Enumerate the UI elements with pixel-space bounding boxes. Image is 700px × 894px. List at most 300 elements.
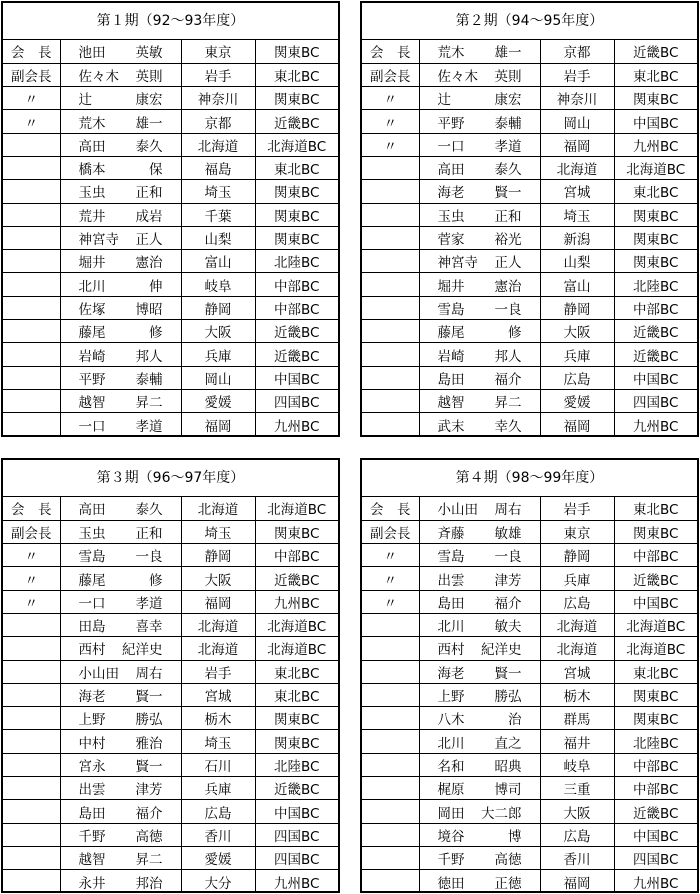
bc-cell: 中部BC [255,273,338,296]
prefecture-cell: 広島 [540,590,614,613]
last-name: 荒井 [78,208,106,225]
name-cell [419,730,540,753]
first-name: 高徳 [494,852,522,869]
role-cell: 〃 [3,87,60,110]
last-name: 雪島 [78,549,106,566]
name-cell [60,413,181,436]
table-row [3,753,338,776]
table-row [362,777,697,800]
role-cell: 副会長 [3,520,60,543]
prefecture-cell: 北海道 [181,613,255,636]
last-name: 小山田 [437,502,478,519]
first-name: 昇二 [135,852,163,869]
role-cell [362,823,419,846]
table-row [3,343,338,366]
prefecture-cell: 岐阜 [181,273,255,296]
last-name: 佐々木 [437,68,478,85]
name-cell [60,250,181,273]
role-cell [3,180,60,203]
last-name: 高田 [437,162,465,179]
table-row [3,520,338,543]
bc-cell: 中部BC [614,777,697,800]
table-row [362,730,697,753]
name-cell [60,226,181,249]
bc-cell: 九州BC [274,875,320,892]
table-row [3,613,338,636]
first-name: 邦人 [135,348,163,365]
name-cell [60,846,181,869]
last-name: 名和 [437,758,465,775]
name-cell [60,800,181,823]
table-row [362,707,697,730]
prefecture-cell: 千葉 [181,203,255,226]
bc-cell: 近畿BC [255,110,338,133]
name-cell [60,389,181,412]
name-cell [419,366,540,389]
name-cell [60,320,181,343]
prefecture-cell: 北海道 [181,133,255,156]
first-name: 一良 [494,301,522,318]
name-cell [419,63,540,86]
prefecture-cell: 埼玉 [181,520,255,543]
prefecture-cell: 北海道 [181,637,255,660]
role-cell [3,203,60,226]
bc-cell: 九州BC [255,590,338,613]
name-cell [60,567,181,590]
prefecture-cell: 宮城 [540,660,614,683]
prefecture-cell: 岩手 [181,660,255,683]
role-cell [3,753,60,776]
last-name: 一口 [437,138,465,155]
bc-cell: 北海道BC [255,637,338,660]
prefecture-cell: 石川 [181,753,255,776]
role-cell [3,273,60,296]
prefecture-cell: 兵庫 [181,343,255,366]
first-name: 福介 [135,805,163,822]
last-name: 高田 [78,502,106,519]
bc-cell: 関東BC [614,87,697,110]
first-name: 博司 [494,782,522,799]
role-cell [362,660,419,683]
bc-cell: 関東BC [255,226,338,249]
role-cell: 〃 [362,87,419,110]
last-name: 北川 [78,278,106,295]
prefecture-cell: 静岡 [181,296,255,319]
prefecture-cell: 富山 [540,273,614,296]
first-name: 正人 [135,232,163,249]
table-row [362,660,697,683]
first-name: 正和 [494,208,522,225]
table-row [362,226,697,249]
table-row [3,87,338,110]
first-name: 賢一 [135,689,163,706]
name-cell [419,846,540,869]
first-name: 勝弘 [494,689,522,706]
name-cell [60,730,181,753]
role-cell [362,730,419,753]
name-cell [419,823,540,846]
last-name: 梶原 [437,782,465,799]
prefecture-cell: 香川 [181,823,255,846]
first-name: 喜幸 [135,619,163,636]
prefecture-cell: 大阪 [540,320,614,343]
table-row [362,683,697,706]
role-cell [3,296,60,319]
first-name: 昇二 [494,395,522,412]
name-cell [419,87,540,110]
first-name: 修 [149,325,163,342]
first-name: 泰久 [135,138,163,155]
first-name: 賢一 [494,185,522,202]
name-cell [60,40,181,63]
role-cell [3,800,60,823]
name-cell [419,110,540,133]
table-row [3,273,338,296]
role-cell [362,226,419,249]
last-name: 出雲 [437,572,465,589]
name-cell [60,870,181,893]
bc-cell: 東北BC [614,660,697,683]
name-cell [419,753,540,776]
role-cell [362,389,419,412]
first-name: 昇二 [135,395,163,412]
table-row [3,823,338,846]
prefecture-cell: 埼玉 [181,180,255,203]
prefecture-cell: 香川 [540,846,614,869]
last-name: 中村 [78,735,106,752]
table-row [362,497,697,520]
role-cell: 〃 [362,590,419,613]
bc-cell: 中国BC [614,366,697,389]
name-cell [419,180,540,203]
prefecture-cell: 福岡 [540,870,614,893]
prefecture-cell: 静岡 [540,296,614,319]
name-cell [60,497,181,520]
first-name: 敏夫 [494,619,522,636]
bc-cell: 関東BC [614,203,697,226]
first-name: 直之 [494,735,522,752]
first-name: 福介 [494,595,522,612]
role-cell [3,133,60,156]
role-cell [3,637,60,660]
first-name: 一良 [494,549,522,566]
last-name: 藤尾 [78,325,106,342]
table-row [3,320,338,343]
table-row [362,413,697,436]
table-row [3,389,338,412]
last-name: 島田 [437,371,465,388]
first-name: 雄一 [135,115,163,132]
last-name: 佐塚 [78,301,106,318]
prefecture-cell: 岩手 [540,497,614,520]
first-name: 周右 [494,502,522,519]
bc-cell: 北陸BC [614,273,697,296]
first-name: 高徳 [135,828,163,845]
name-cell [60,590,181,613]
prefecture-cell: 北海道 [540,156,614,179]
last-name: 斉藤 [437,525,465,542]
role-cell [3,320,60,343]
prefecture-cell: 栃木 [540,683,614,706]
role-cell [3,846,60,869]
prefecture-cell: 愛媛 [181,389,255,412]
role-cell [3,613,60,636]
table-row [3,567,338,590]
last-name: 辻 [437,92,451,109]
name-cell [419,613,540,636]
bc-cell: 四国BC [255,846,338,869]
role-cell [362,273,419,296]
first-name: 一良 [135,549,163,566]
first-name: 孝道 [135,595,163,612]
first-name: 康宏 [494,92,522,109]
name-cell [419,389,540,412]
last-name: 岩崎 [78,348,106,365]
name-cell [60,660,181,683]
bc-cell: 関東BC [255,730,338,753]
role-cell [362,413,419,436]
bc-cell: 中部BC [255,544,338,567]
bc-cell: 東北BC [255,683,338,706]
last-name: 越智 [437,395,465,412]
officer-table [362,497,697,893]
prefecture-cell: 埼玉 [540,203,614,226]
bc-cell: 近畿BC [614,343,697,366]
first-name: 伸 [149,278,163,295]
first-name: 雄一 [494,45,522,62]
first-name: 裕光 [494,232,522,249]
prefecture-cell: 北海道 [181,497,255,520]
last-name: 上野 [437,689,465,706]
bc-cell: 北陸BC [255,250,338,273]
first-name: 周右 [135,665,163,682]
prefecture-cell: 岐阜 [540,753,614,776]
prefecture-cell: 富山 [181,250,255,273]
prefecture-cell: 山梨 [181,226,255,249]
prefecture-cell: 大阪 [540,800,614,823]
last-name: 千野 [78,828,106,845]
last-name: 橋本 [78,162,106,179]
role-cell [362,180,419,203]
last-name: 八木 [437,712,465,729]
bc-cell: 関東BC [255,87,338,110]
officer-table [362,40,697,436]
role-cell [362,296,419,319]
role-cell: 〃 [3,110,60,133]
last-name: 北川 [437,735,465,752]
name-cell [60,683,181,706]
name-cell [60,366,181,389]
panel-title: 第１期（92～93年度） [3,3,338,40]
bc-cell: 近畿BC [255,320,338,343]
table-row [3,180,338,203]
prefecture-cell: 宮城 [181,683,255,706]
last-name: 高田 [78,138,106,155]
name-cell [60,110,181,133]
name-cell [419,413,540,436]
last-name: 岩崎 [437,348,465,365]
role-cell: 会 長 [3,497,60,520]
prefecture-cell: 兵庫 [181,777,255,800]
first-name: 英則 [494,68,522,85]
officer-table [3,497,338,893]
table-row [362,156,697,179]
name-cell [419,590,540,613]
last-name: 藤尾 [78,572,106,589]
role-cell: 〃 [362,567,419,590]
prefecture-cell: 静岡 [181,544,255,567]
name-cell [419,250,540,273]
first-name: 博 [508,828,522,845]
last-name: 千野 [437,852,465,869]
prefecture-cell: 山梨 [540,250,614,273]
last-name: 海老 [437,665,465,682]
table-row [3,63,338,86]
first-name: 紀洋史 [481,642,522,659]
table-row [362,590,697,613]
role-cell [3,389,60,412]
prefecture-cell: 埼玉 [181,730,255,753]
prefecture-cell: 新潟 [540,226,614,249]
table-row [362,40,697,63]
name-cell [419,520,540,543]
last-name: 小山田 [78,665,119,682]
table-row [3,156,338,179]
table-row [3,800,338,823]
bc-cell: 近畿BC [255,777,338,800]
bc-cell: 東北BC [614,180,697,203]
role-cell [3,250,60,273]
prefecture-cell: 広島 [540,823,614,846]
last-name: 島田 [78,805,106,822]
bc-cell: 北海道BC [614,613,697,636]
role-cell: 〃 [3,544,60,567]
table-row [3,870,338,893]
table-row [3,846,338,869]
bc-cell: 中部BC [614,753,697,776]
prefecture-cell: 静岡 [540,544,614,567]
name-cell [60,203,181,226]
last-name: 徳田 [437,875,465,892]
bc-cell: 北陸BC [255,753,338,776]
last-name: 越智 [78,395,106,412]
first-name: 修 [508,325,522,342]
role-cell [3,660,60,683]
first-name: 幸久 [494,418,522,435]
bc-cell: 関東BC [255,203,338,226]
role-cell [3,683,60,706]
role-cell [362,707,419,730]
first-name: 福介 [494,371,522,388]
last-name: 越智 [78,852,106,869]
name-cell [60,273,181,296]
prefecture-cell: 岡山 [181,366,255,389]
role-cell [3,707,60,730]
bc-cell: 九州BC [633,875,679,892]
name-cell [419,156,540,179]
table-row [362,63,697,86]
bc-cell: 北海道BC [614,637,697,660]
bc-cell: 東北BC [614,497,697,520]
bc-cell: 東北BC [255,156,338,179]
table-row [3,683,338,706]
role-cell: 副会長 [362,520,419,543]
name-cell [419,226,540,249]
bc-cell: 九州BC [274,418,320,435]
name-cell [60,707,181,730]
first-name: 雅治 [135,735,163,752]
table-row [362,613,697,636]
bc-cell: 関東BC [255,520,338,543]
last-name: 一口 [78,595,106,612]
bc-cell: 近畿BC [255,567,338,590]
role-cell [362,637,419,660]
table-row [362,250,697,273]
name-cell [60,544,181,567]
first-name: 英則 [135,68,163,85]
table-row [3,637,338,660]
bc-cell: 中国BC [614,590,697,613]
table-row [3,730,338,753]
first-name: 正徳 [494,875,522,892]
bc-cell: 中国BC [614,823,697,846]
role-cell: 〃 [362,110,419,133]
first-name: 成岩 [135,208,163,225]
last-name: 荒木 [78,115,106,132]
name-cell [60,753,181,776]
bc-cell: 中部BC [255,296,338,319]
role-cell: 会 長 [362,497,419,520]
name-cell [60,133,181,156]
first-name: 正人 [494,255,522,272]
term-4-panel [360,458,699,893]
name-cell [419,567,540,590]
role-cell [362,777,419,800]
last-name: 西村 [78,642,106,659]
role-cell [3,870,60,893]
bc-cell: 四国BC [614,846,697,869]
last-name: 荒木 [437,45,465,62]
bc-cell: 中国BC [255,366,338,389]
first-name: 泰久 [135,502,163,519]
table-row [362,343,697,366]
first-name: 賢一 [494,665,522,682]
role-cell [3,226,60,249]
last-name: 藤尾 [437,325,465,342]
first-name: 康宏 [135,92,163,109]
last-name: 菅家 [437,232,465,249]
last-name: 堀井 [437,278,465,295]
bc-cell: 北海道BC [255,497,338,520]
bc-cell: 東北BC [614,63,697,86]
first-name: 正和 [135,185,163,202]
role-cell [362,156,419,179]
name-cell [419,637,540,660]
name-cell [60,180,181,203]
bc-cell: 関東BC [255,40,338,63]
prefecture-cell: 福岡 [181,413,255,436]
role-cell: 副会長 [3,63,60,86]
role-cell [362,343,419,366]
first-name: 勝弘 [135,712,163,729]
bc-cell: 中部BC [614,544,697,567]
name-cell [60,156,181,179]
last-name: 田島 [78,619,106,636]
role-cell: 会 長 [3,40,60,63]
first-name: 大二郎 [481,805,522,822]
bc-cell: 関東BC [614,520,697,543]
prefecture-cell: 群馬 [540,707,614,730]
